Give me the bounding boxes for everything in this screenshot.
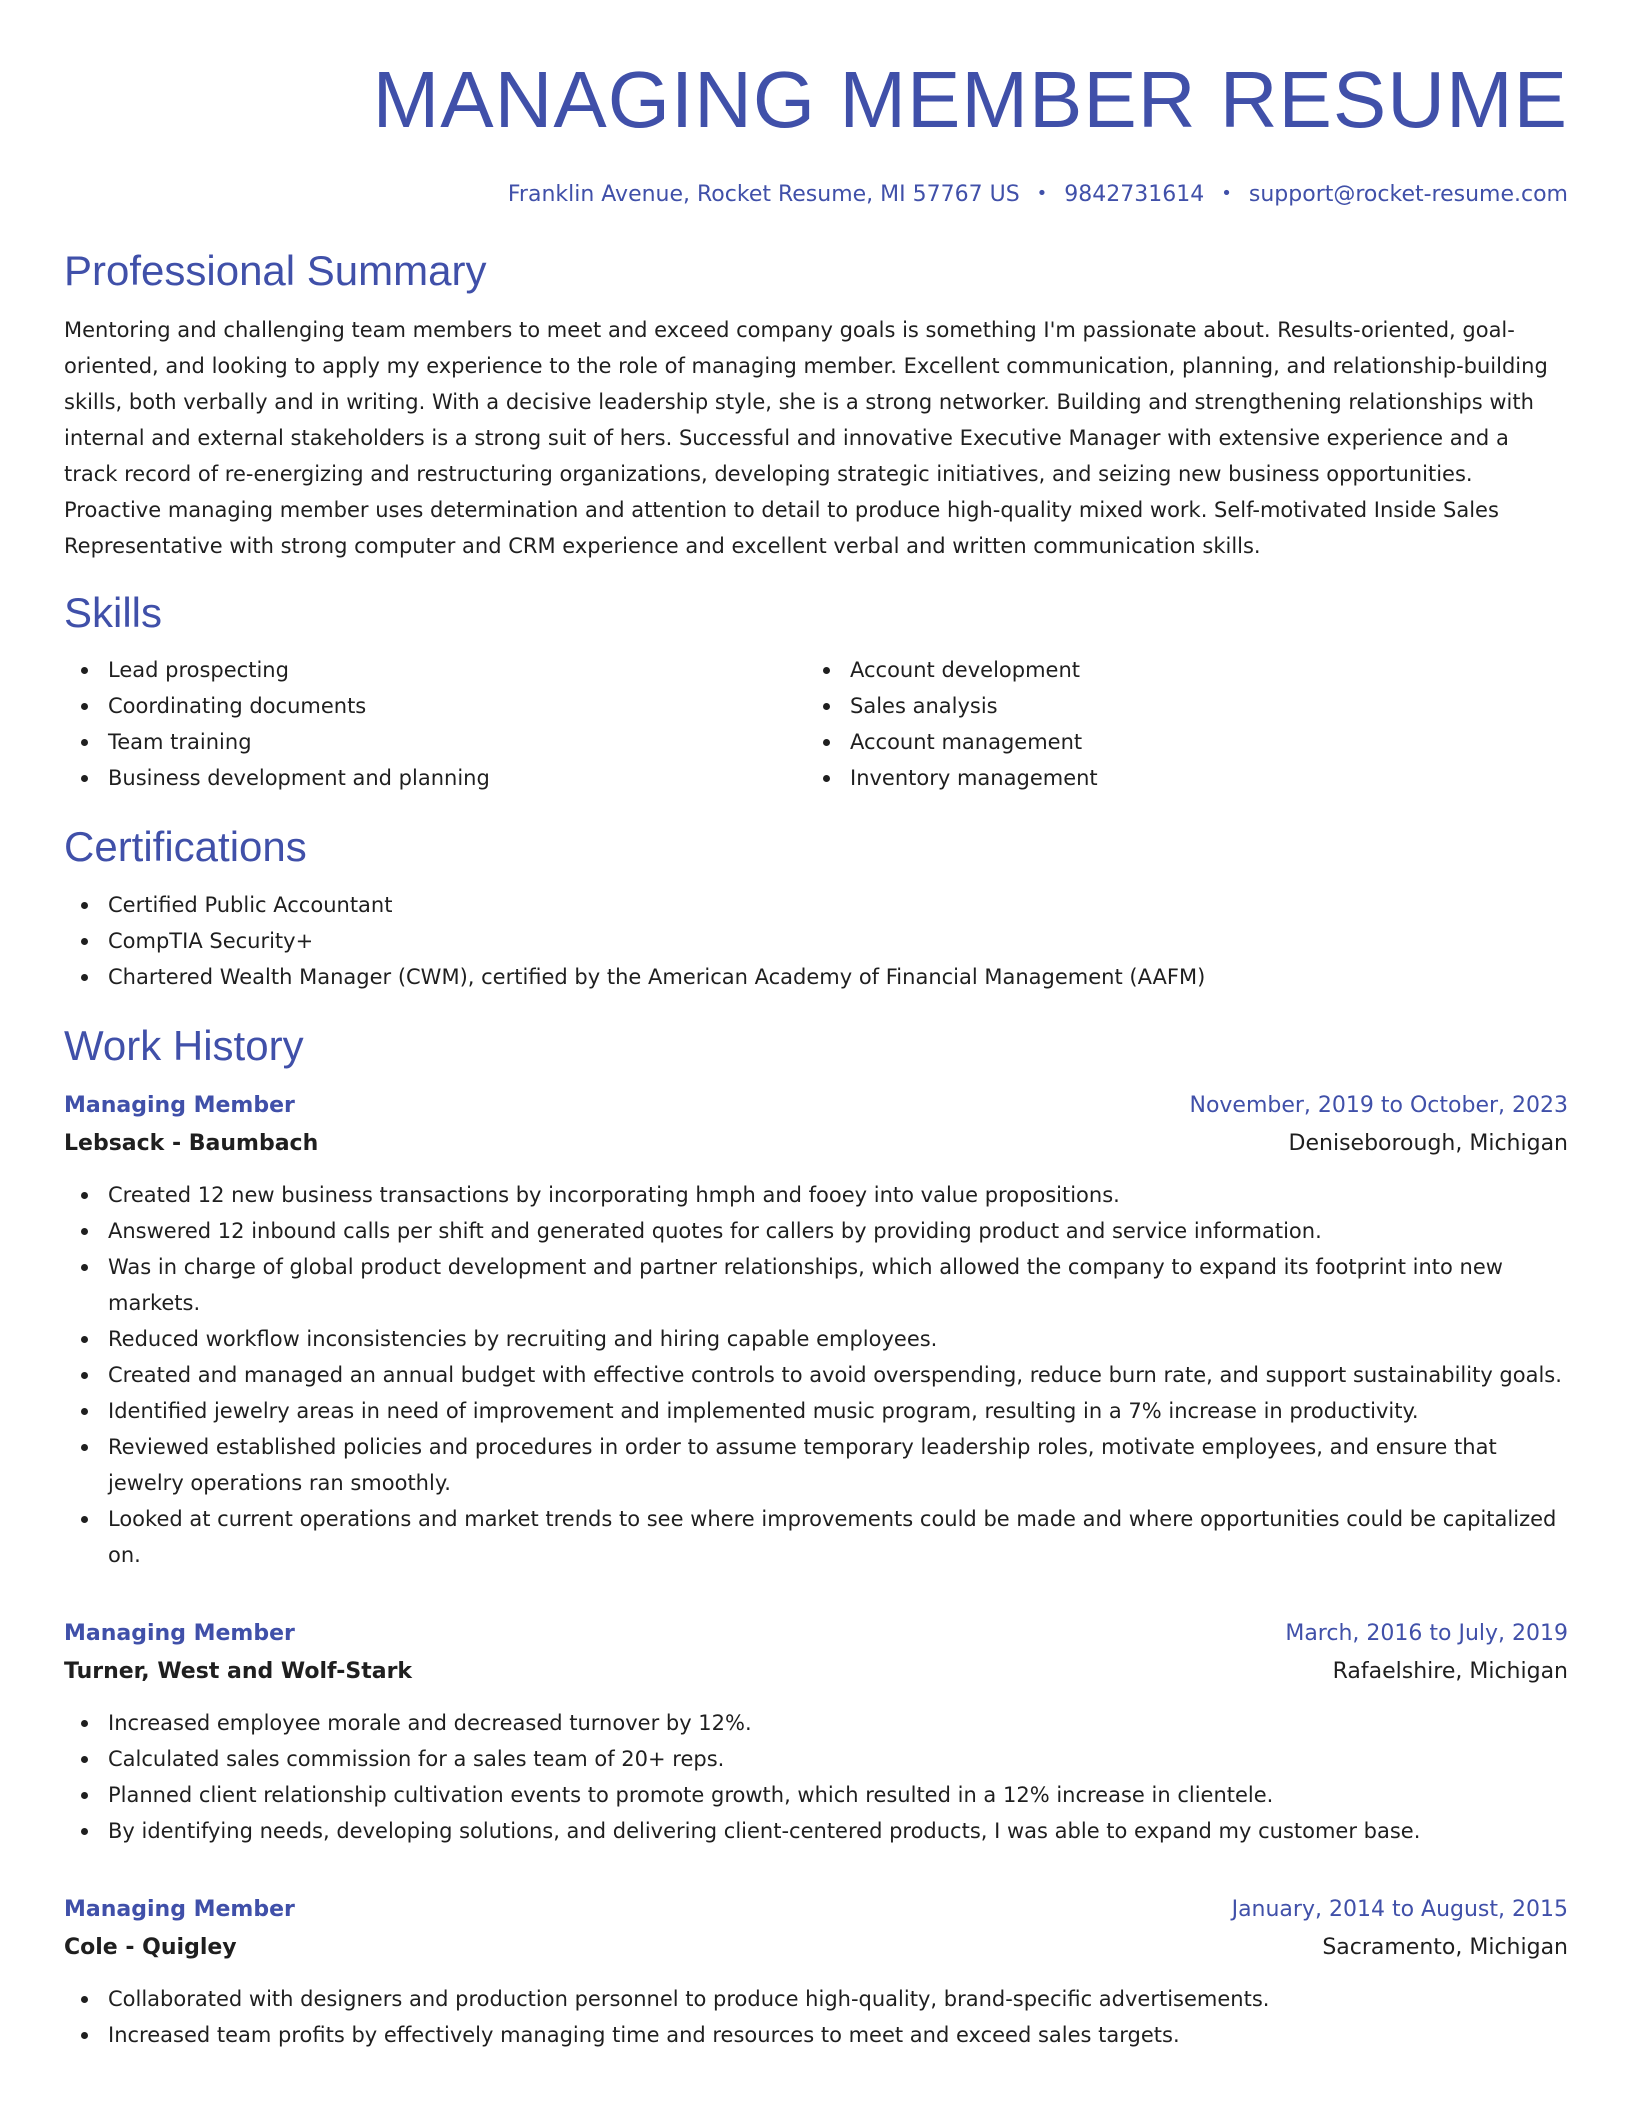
job-bullet: Answered 12 inbound calls per shift and generated quotes for callers by providing product and service information.	[64, 1213, 1568, 1249]
job-bullet: By identifying needs, developing solutions, and delivering client-centered products, I was able to expand my customer base.	[64, 1813, 1568, 1849]
job-entry	[64, 1087, 1568, 1573]
skill-item: Lead prospecting	[64, 652, 806, 688]
job-header-row	[64, 1087, 1568, 1125]
certifications-list	[64, 887, 1568, 995]
job-bullet: Was in charge of global product development and partner relationships, which allowed the company to expand its footprint into new markets.	[64, 1249, 1568, 1321]
summary-text: Mentoring and challenging team members to meet and exceed company goals is something I'm passionate about. Results-oriented, goal-oriented, and looking to apply my experience to the role of managing member. Excellent communication, planning, and relationship-building skills, both verbally and in writing. With a decisive leadership style, she is a strong networker. Building and strengthening relationships with internal and external stakeholders is a strong suit of hers. Successful and innovative Executive Manager with extensive experience and a track record of re-energizing and restructuring organizations, developing strategic initiatives, and seizing new business opportunities. Proactive managing member uses determination and attention to detail to produce high-quality mixed work. Self-motivated Inside Sales Representative with strong computer and CRM experience and excellent verbal and written communication skills.	[64, 318, 1548, 559]
certifications-heading: Certifications	[64, 823, 307, 871]
job-title: Managing Member	[64, 1896, 295, 1922]
skill-item: Account management	[806, 724, 1548, 760]
job-bullet: Calculated sales commission for a sales team of 20+ reps.	[64, 1741, 1568, 1777]
job-company: Turner, West and Wolf-Stark	[64, 1658, 413, 1684]
job-dates: March, 2016 to July, 2019	[1285, 1620, 1568, 1646]
skills-heading: Skills	[64, 589, 163, 637]
certification-item: CompTIA Security+	[64, 923, 1568, 959]
summary-heading: Professional Summary	[64, 247, 487, 294]
job-location: Rafaelshire, Michigan	[1332, 1658, 1568, 1684]
job-entry	[64, 1615, 1568, 1849]
skill-item: Coordinating documents	[64, 688, 806, 724]
skill-item: Business development and planning	[64, 760, 806, 796]
work-history-section	[64, 1023, 1568, 2053]
contact-separator: •	[1221, 183, 1232, 204]
job-title: Managing Member	[64, 1092, 295, 1118]
contact-line	[64, 182, 1568, 212]
job-bullet: Increased employee morale and decreased turnover by 12%.	[64, 1705, 1568, 1741]
job-bullet: Created and managed an annual budget with effective controls to avoid overspending, reduce burn rate, and support sustainability goals.	[64, 1357, 1568, 1393]
skill-item: Sales analysis	[806, 688, 1548, 724]
job-bullet: Planned client relationship cultivation events to promote growth, which resulted in a 12% increase in clientele.	[64, 1777, 1568, 1813]
job-bullets	[64, 1705, 1568, 1849]
job-company-row	[64, 1929, 1568, 1967]
contact-phone: 9842731614	[1064, 182, 1205, 207]
job-company: Cole - Quigley	[64, 1934, 237, 1960]
job-bullet: Identified jewelry areas in need of improvement and implemented music program, resulting in a 7% increase in productivity.	[64, 1393, 1568, 1429]
job-header-row	[64, 1891, 1568, 1929]
skill-item: Account development	[806, 652, 1548, 688]
skills-list-left	[64, 652, 806, 796]
certification-item: Certified Public Accountant	[64, 887, 1568, 923]
job-bullet: Reduced workflow inconsistencies by recruiting and hiring capable employees.	[64, 1321, 1568, 1357]
skills-list-right	[806, 652, 1548, 796]
job-location: Sacramento, Michigan	[1322, 1934, 1568, 1960]
resume-title: MANAGING MEMBER RESUME	[372, 55, 1568, 144]
work-history-heading: Work History	[64, 1021, 304, 1069]
job-header-row	[64, 1615, 1568, 1653]
job-location: Deniseborough, Michigan	[1288, 1130, 1568, 1156]
job-bullet: Looked at current operations and market trends to see where improvements could be made and where opportunities could be capitalized on.	[64, 1501, 1568, 1573]
job-company-row	[64, 1653, 1568, 1691]
skill-item: Team training	[64, 724, 806, 760]
job-bullet: Created 12 new business transactions by incorporating hmph and fooey into value propositions.	[64, 1177, 1568, 1213]
skills-section	[64, 590, 1568, 796]
job-bullet: Collaborated with designers and production personnel to produce high-quality, brand-specific advertisements.	[64, 1981, 1568, 2017]
contact-address: Franklin Avenue, Rocket Resume, MI 57767 US	[507, 182, 1020, 207]
job-entry	[64, 1891, 1568, 2053]
contact-separator: •	[1036, 183, 1048, 204]
job-bullet: Reviewed established policies and procedures in order to assume temporary leadership roles, motivate employees, and ensure that jewelry operations ran smoothly.	[64, 1429, 1568, 1501]
job-dates: November, 2019 to October, 2023	[1189, 1092, 1568, 1118]
certifications-section	[64, 824, 1568, 994]
job-bullets	[64, 1177, 1568, 1573]
contact-email: support@rocket-resume.com	[1248, 182, 1568, 207]
job-title: Managing Member	[64, 1620, 295, 1646]
job-bullet: Increased team profits by effectively managing time and resources to meet and exceed sales targets.	[64, 2017, 1568, 2053]
job-company: Lebsack - Baumbach	[64, 1130, 319, 1156]
skill-item: Inventory management	[806, 760, 1548, 796]
summary-section	[64, 248, 1568, 564]
certification-item: Chartered Wealth Manager (CWM), certified by the American Academy of Financial Management (AAFM)	[64, 959, 1568, 995]
job-company-row	[64, 1125, 1568, 1163]
job-dates: January, 2014 to August, 2015	[1231, 1896, 1568, 1922]
skills-grid	[64, 652, 1568, 796]
job-bullets	[64, 1981, 1568, 2053]
